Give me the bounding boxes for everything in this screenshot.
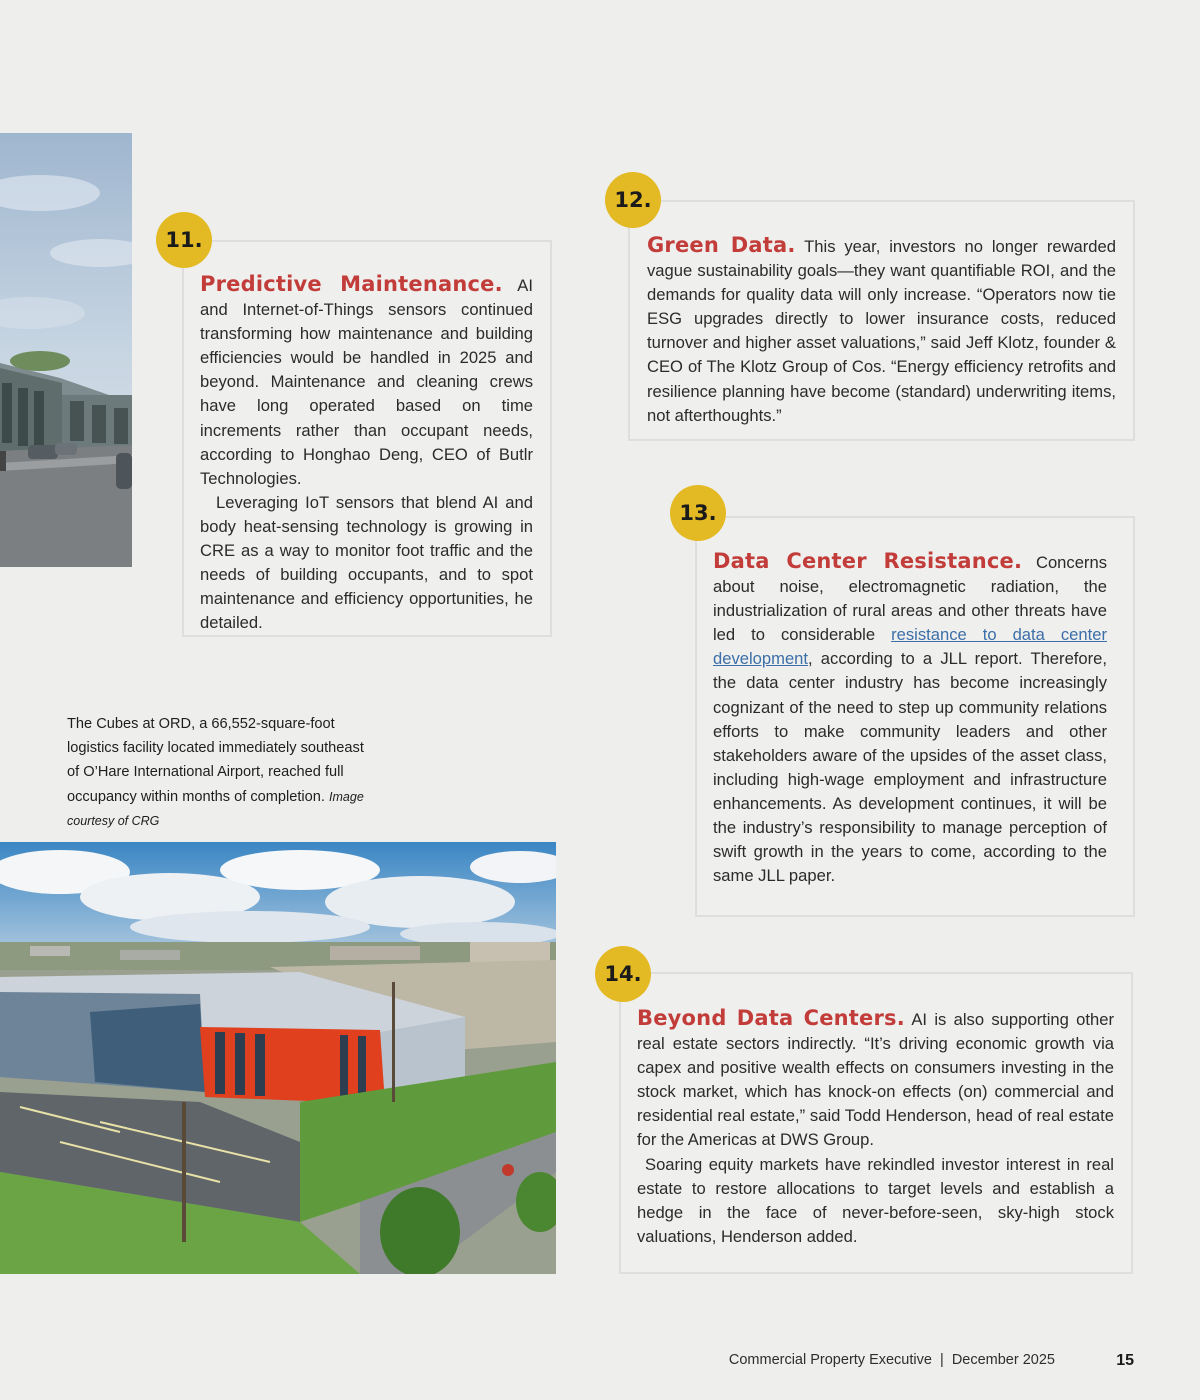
item-heading-14: Beyond Data Centers. [637, 1006, 905, 1030]
page-number: 15 [1116, 1352, 1134, 1369]
item-body-11 [200, 272, 533, 635]
page-footer [600, 1352, 1134, 1372]
item-heading-12: Green Data. [647, 233, 796, 257]
item-number-badge-13: 13. [670, 485, 726, 541]
item-text-11-p2: Leveraging IoT sensors that blend AI and body heat-sensing technology is growing in CRE as a way to monitor foot traffic and the needs of building occupants, and to spot maintenance and efficiency opportunities, he detailed. [200, 492, 533, 633]
footer-publication: Commercial Property Executive | December 2025 [728, 1352, 1055, 1368]
item-body-13 [713, 549, 1107, 888]
jll-report-link[interactable]: resistance to data center development [713, 625, 1108, 669]
item-heading-11: Predictive Maintenance. [200, 272, 503, 296]
aerial-warehouse-photo [0, 842, 556, 1274]
item-number-badge-12: 12. [605, 172, 661, 228]
item-text-12-p1: This year, investors no longer rewarded vague sustainability goals—they want quantifiable ROI, and the demands for quality data will only increase. “Operators now tie ESG upgrades directly to lower insurance costs, reduced turnover and higher asset valuations,” said Jeff Klotz, founder & CEO of The Klotz Group of Cos. “Energy efficiency retrofits and resilience planning have become (standard) underwriting items, not afterthoughts.” [647, 237, 1116, 425]
caption-text: The Cubes at ORD, a 66,552-square-foot logistics facility located immediately southeast of O’Hare International Airport, reached full occupancy within months of completion. [67, 716, 364, 805]
item-text-11-p1: AI and Internet-of-Things sensors continued transforming how maintenance and building efficiencies would be handled in 2025 and beyond. Maintenance and cleaning crews have long operated based on time increments rather than occupant needs, according to Honghao Deng, CEO of Butlr Technologies. [200, 276, 533, 488]
item-text-13-before: Concerns about noise, electromagnetic radiation, the industrialization of rural areas and other threats have led to considerable [713, 553, 1107, 645]
building-photo-top [0, 133, 132, 567]
item-body-12 [647, 233, 1116, 428]
item-body-14 [637, 1006, 1114, 1249]
photo-caption [67, 712, 367, 833]
item-text-14-p2: Soaring equity markets have rekindled investor interest in real estate to restore allocations to target levels and establish a hedge in the face of never-before-seen, sky-high stock valuations, Henderson added. [637, 1154, 1114, 1246]
item-number-badge-14: 14. [595, 946, 651, 1002]
caption-credit: Image courtesy of CRG [67, 789, 364, 828]
item-text-14-p1: AI is also supporting other real estate sectors indirectly. “It’s driving economic growth via capex and positive wealth effects on consumers investing in the stock market, which has knock-on effects (on) commercial and residential real estate,” said Todd Henderson, head of real estate for the Americas at DWS Group. [637, 1010, 1114, 1150]
item-heading-13: Data Center Resistance. [713, 549, 1023, 573]
item-text-13-after: , according to a JLL report. Therefore, the data center industry has become increasingly cognizant of the need to step up community relations efforts to make community leaders and other stakeholders aware of the upsides of the asset class, including high-wage employment and infrastructure enhancements. As development continues, it will be the industry’s responsibility to manage perception of swift growth in the years to come, according to the same JLL paper. [713, 649, 1107, 886]
item-number-badge-11: 11. [156, 212, 212, 268]
